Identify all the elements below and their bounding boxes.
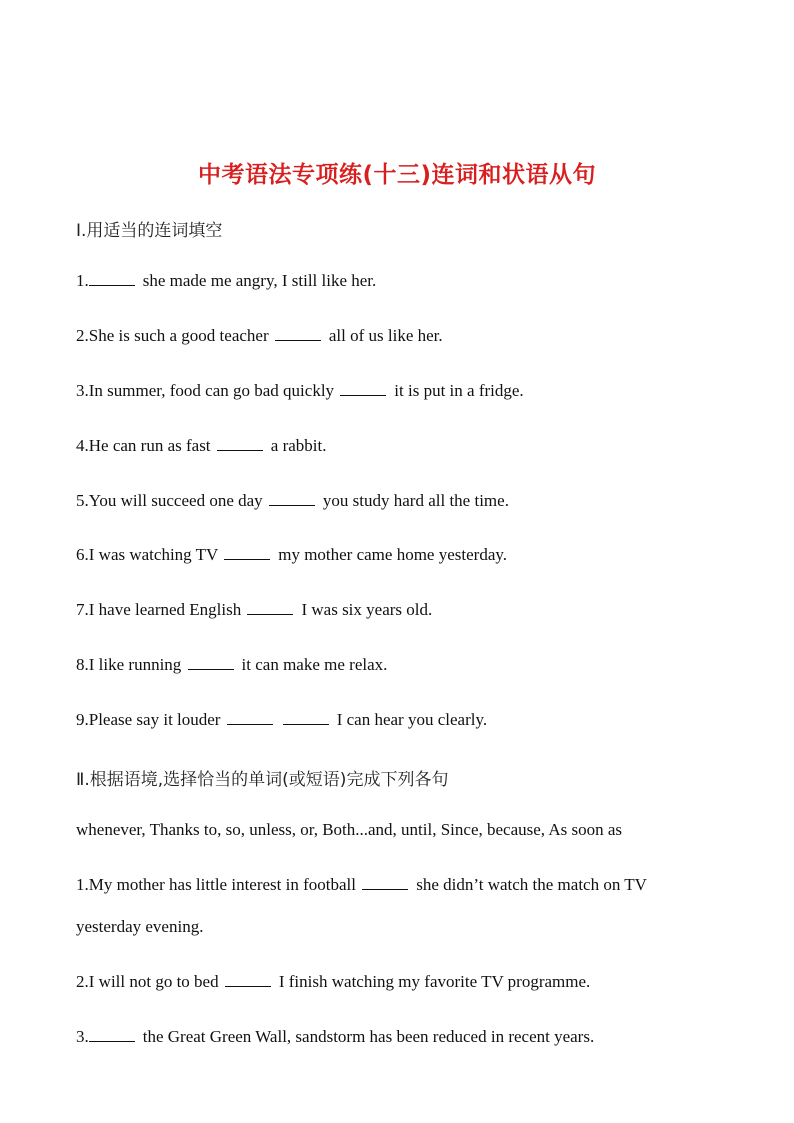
answer-blank[interactable] [89,271,135,286]
question-number: 4. [76,436,89,455]
question-text: She is such a good teacher [88,326,269,345]
question-1-2 [76,326,443,346]
question-2-2 [76,972,590,992]
question-number: 3. [76,381,89,400]
question-1-5 [76,491,509,511]
question-text: In summer, food can go bad quickly [88,381,335,400]
question-text: I can hear you clearly. [336,710,488,729]
question-text: the Great Green Wall, sandstorm has been reduced in recent years. [142,1027,595,1046]
question-text: my mother came home yesterday. [278,545,508,564]
question-2-1-continuation: yesterday evening. [76,917,204,936]
question-text: I like running [88,655,182,674]
answer-blank[interactable] [217,436,263,451]
answer-blank[interactable] [225,972,271,987]
question-number: 1. [76,875,89,894]
word-bank: whenever, Thanks to, so, unless, or, Both...and, until, Since, because, As soon as [76,820,623,839]
question-text: she made me angry, I still like her. [142,271,377,290]
question-1-4 [76,436,326,456]
question-number: 2. [76,972,89,991]
question-text: I was six years old. [301,600,433,619]
question-number: 5. [76,491,89,510]
answer-blank[interactable] [283,710,329,725]
answer-blank[interactable] [275,326,321,341]
question-number: 2. [76,326,89,345]
question-text: I finish watching my favorite TV programme. [278,972,591,991]
question-2-1 [76,875,647,895]
question-1-6 [76,545,507,565]
question-text: it is put in a fridge. [394,381,524,400]
question-1-1 [76,271,376,291]
answer-blank[interactable] [188,655,234,670]
answer-blank[interactable] [224,545,270,560]
answer-blank[interactable] [362,875,408,890]
section-2-heading: Ⅱ.根据语境,选择恰当的单词(或短语)完成下列各句 [76,770,449,790]
answer-blank[interactable] [269,491,315,506]
question-1-9 [76,710,487,730]
question-text: You will succeed one day [88,491,263,510]
question-text: you study hard all the time. [322,491,509,510]
question-text: it can make me relax. [241,655,388,674]
question-1-7 [76,600,432,620]
question-text: all of us like her. [328,326,443,345]
question-number: 8. [76,655,89,674]
answer-blank[interactable] [227,710,273,725]
page-title: 中考语法专项练(十三)连词和状语从句 [197,162,597,188]
answer-blank[interactable] [247,600,293,615]
question-text: she didn’t watch the match on TV [416,875,647,894]
answer-blank[interactable] [89,1027,135,1042]
question-text: I have learned English [88,600,242,619]
question-number: 3. [76,1027,89,1046]
question-number: 1. [76,271,89,290]
question-text: I will not go to bed [88,972,219,991]
question-number: 7. [76,600,89,619]
question-text: a rabbit. [270,436,327,455]
question-text: He can run as fast [88,436,211,455]
question-text: Please say it louder [88,710,221,729]
question-text: I was watching TV [88,545,218,564]
question-text: My mother has little interest in football [88,875,356,894]
answer-blank[interactable] [340,381,386,396]
question-1-8 [76,655,387,675]
section-1-heading: Ⅰ.用适当的连词填空 [76,221,223,241]
question-1-3 [76,381,524,401]
question-number: 6. [76,545,89,564]
question-2-3 [76,1027,594,1047]
question-number: 9. [76,710,89,729]
